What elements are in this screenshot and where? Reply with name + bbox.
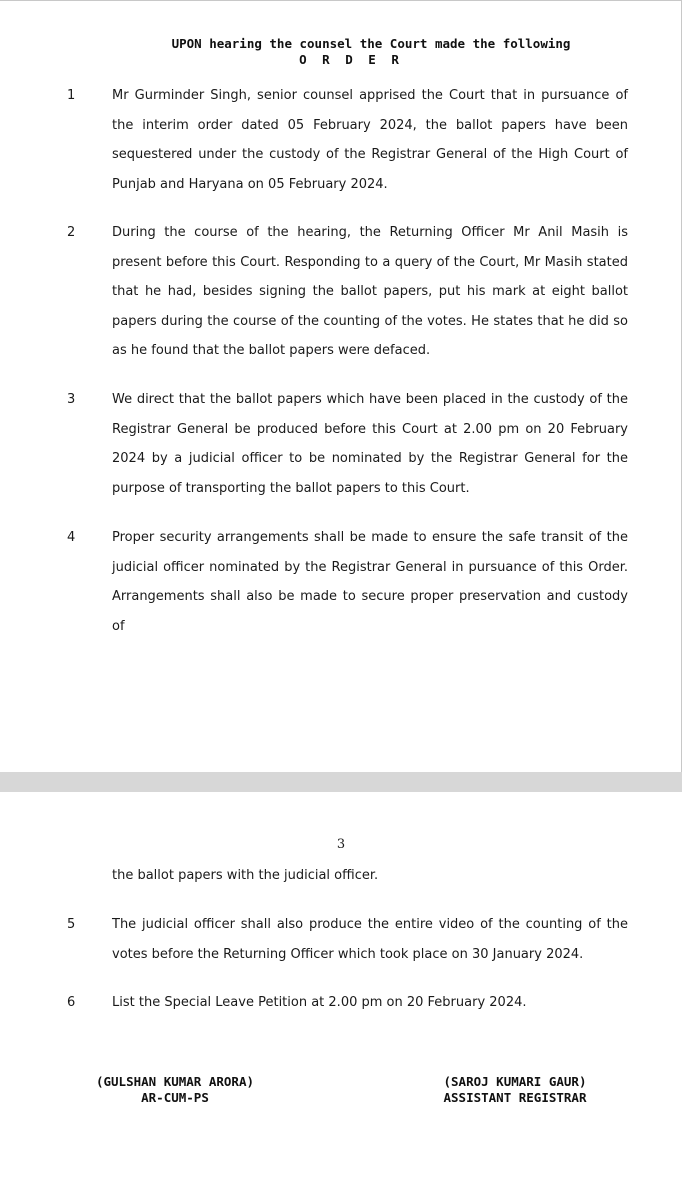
paragraph-number: 3 (67, 392, 76, 407)
page-number: 3 (336, 837, 346, 852)
paragraph-text: the ballot papers with the judicial officer. (112, 868, 379, 883)
paragraph-text: List the Special Leave Petition at 2.00 pm on 20 February 2024. (112, 995, 527, 1010)
paragraph-number: 4 (67, 530, 76, 545)
order-heading-line: UPON hearing the counsel the Court made the following (171, 36, 571, 51)
signature-block-right (420, 1074, 610, 1106)
signatory-name: (SAROJ KUMARI GAUR) (443, 1074, 587, 1089)
signatory-title: ASSISTANT REGISTRAR (443, 1090, 587, 1105)
paragraph-number: 6 (67, 995, 76, 1010)
paragraph-text: During the course of the hearing, the Returning Officer Mr Anil Masih is present before this Court. Responding to a query of the Court, Mr Masih stated that he had, besides signing the ballot papers, put his mark at eight ballot papers during the course of the counting of the votes. He states that he did so as he found that the ballot papers were defaced. (112, 225, 628, 359)
paragraph-text: Mr Gurminder Singh, senior counsel apprised the Court that in pursuance of the interim order dated 05 February 2024, the ballot papers have been sequestered under the custody of the Registrar General of the High Court of Punjab and Haryana on 05 February 2024. (112, 88, 628, 192)
order-title: O R D E R (299, 52, 403, 67)
signatory-name: (GULSHAN KUMAR ARORA) (95, 1074, 255, 1089)
signature-block-left (80, 1074, 270, 1106)
paragraph-text: Proper security arrangements shall be made to ensure the safe transit of the judicial officer nominated by the Registrar General in pursuance of this Order. Arrangements shall also be made to secure proper preservation and custody of (112, 530, 628, 634)
signatory-title: AR-CUM-PS (141, 1090, 209, 1105)
paragraph-number: 2 (67, 225, 76, 240)
page-separator (0, 772, 682, 792)
paragraph-text: We direct that the ballot papers which have been placed in the custody of the Registrar General be produced before this Court at 2.00 pm on 20 February 2024 by a judicial officer to be nominated by the Registrar General for the purpose of transporting the ballot papers to this Court. (112, 392, 628, 496)
paragraph-number: 1 (67, 88, 76, 103)
paragraph-text: The judicial officer shall also produce the entire video of the counting of the votes before the Returning Officer which took place on 30 January 2024. (112, 917, 628, 962)
paragraph-number: 5 (67, 917, 76, 932)
